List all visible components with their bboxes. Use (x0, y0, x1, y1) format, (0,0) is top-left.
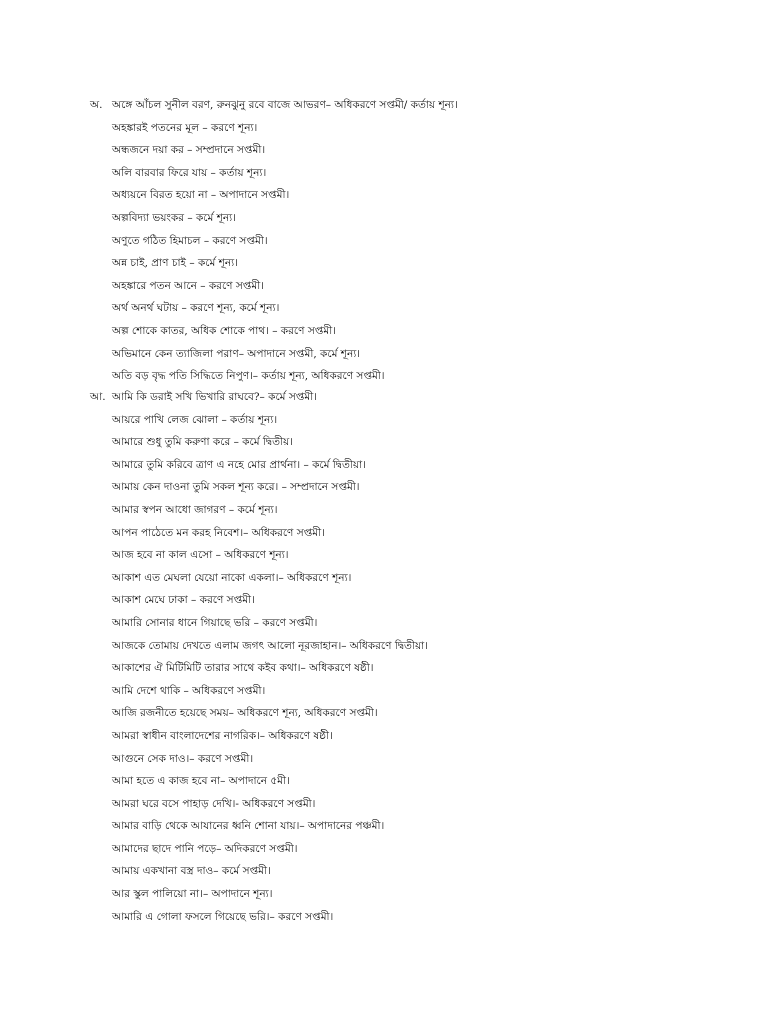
list-item-text: আজি রজনীতে হয়েছে সময়– অধিকরণে শূন্য, অধিকরণে সপ্তমী। (112, 707, 378, 720)
list-item (0, 476, 768, 499)
list-item-text: আমারে তুমি করিবে ত্রাণ এ নহে মোর প্রার্থনা। – কর্মে দ্বিতীয়া। (112, 458, 366, 471)
section-marker: অ. (90, 99, 103, 111)
list-item-text: অহঙ্কারই পতনের মূল – করণে শূন্য। (112, 121, 258, 134)
list-item-text: অলি বারবার ফিরে যায় – কর্তায় শূন্য। (112, 166, 267, 179)
list-item-text: আমি কি ডরাই সখি ভিখারি রাঘবে?– কর্মে সপ্তমী। (112, 391, 317, 403)
list-item (0, 343, 768, 366)
list-item-text: অন্ন চাই, প্রাণ চাই – কর্মে শূন্য। (112, 257, 238, 270)
list-item (0, 207, 768, 230)
list-item (0, 906, 768, 929)
list-item (0, 386, 768, 409)
list-item-text: অল্পবিদ্যা ভয়ংকর – কর্মে শূন্য। (112, 211, 236, 224)
list-item (0, 725, 768, 748)
list-item-text: অভিমানে কেন ত্যাজিলা পরাণ– অপাদানে সপ্তমী, কর্মে শূন্য। (112, 347, 361, 360)
list-item (0, 612, 768, 635)
list-item (0, 297, 768, 320)
list-item-text: অহঙ্কারে পতন আনে – করণে সপ্তমী। (112, 279, 265, 292)
list-item (0, 139, 768, 162)
list-item (0, 815, 768, 838)
list-item (0, 680, 768, 703)
list-item (0, 117, 768, 140)
list-item-text: অঙ্গে আঁচল সুনীল বরণ, রুনঝুনু রবে বাজে আভরণ– অধিকরণে সপ্তমী/ কর্তায় শূন্য। (112, 99, 458, 111)
list-item-text: আজ হবে না কাল এসো – অধিকরণে শূন্য। (112, 549, 289, 562)
list-item-text: অণুতে গঠিত হিমাচল – করণে সপ্তমী। (112, 234, 268, 247)
list-item-text: অর্থ অনর্থ ঘটায় – করণে শূন্য, কর্মে শূন্য। (112, 302, 280, 315)
list-item-text: আমা হতে এ কাজ হবে না– অপাদানে ৫মী। (112, 775, 290, 788)
list-item (0, 522, 768, 545)
list-item (0, 702, 768, 725)
list-item-text: আজকে তোমায় দেখতে এলাম জগৎ আলো নূরজাহান।– অধিকরণে দ্বিতীয়া। (112, 639, 428, 652)
list-item (0, 252, 768, 275)
list-item-text: আকাশ মেঘে ঢাকা – করণে সপ্তমী। (112, 594, 255, 607)
list-item-text: আমাদের ছাদে পানি পড়ে– অদিকরণে সপ্তমী। (112, 842, 298, 855)
list-item-text: আমারি সোনার ধানে গিয়াছে ভরি – করণে সপ্তমী। (112, 616, 318, 629)
list-item-text: অধ্যয়নে বিরত হয়ো না – অপাদানে সপ্তমী। (112, 189, 290, 202)
section-marker: আ. (90, 391, 106, 403)
list-item-text: আমরা স্বাধীন বাংলাদেশের নাগরিক।– অধিকরণে ষষ্ঠী। (112, 729, 333, 742)
list-item-text: আমায় কেন দাওনা তুমি সকল শূন্য করে। – সম্প্রদানে সপ্তমী। (112, 481, 360, 494)
list-item (0, 499, 768, 522)
list-item (0, 320, 768, 343)
list-item (0, 589, 768, 612)
list-item-text: আমারে শুধু তুমি করুণা করে – কর্মে দ্বিতীয়। (112, 436, 293, 449)
list-item-text: আমি দেশে থাকি – অধিকরণে সপ্তমী। (112, 684, 266, 697)
list-item (0, 365, 768, 388)
list-item (0, 860, 768, 883)
list-item (0, 275, 768, 298)
list-item (0, 748, 768, 771)
section-aa (0, 386, 768, 928)
list-item-text: আমারি এ গোলা ফসলে গিয়েছে ভরি।– করণে সপ্তমী। (112, 910, 334, 923)
list-item-text: আপন পাঠেতে মন করহ নিবেশ।– অধিকরণে সপ্তমী। (112, 526, 325, 539)
list-item-text: আমায় একখানা বস্ত্র দাও– কর্মে সপ্তমী। (112, 865, 271, 878)
list-item-text: আয়রে পাখি লেজ ঝোলা – কর্তায় শূন্য। (112, 413, 278, 426)
list-item (0, 883, 768, 906)
list-item (0, 838, 768, 861)
list-item-text: আমার বাড়ি থেকে আযানের ধ্বনি শোনা যায়।– অপাদানের পঞ্চমী। (112, 820, 385, 833)
list-item (0, 94, 768, 117)
list-item (0, 544, 768, 567)
list-item (0, 454, 768, 477)
section-a (0, 94, 768, 388)
list-item (0, 793, 768, 816)
list-item-text: আগুনে সেক দাও।– করণে সপ্তমী। (112, 752, 254, 765)
list-item (0, 184, 768, 207)
list-item-text: আকাশের ঐ মিটিমিটি তারার সাথে কইব কথা।– অধিকরণে ষষ্ঠী। (112, 662, 374, 675)
list-item (0, 635, 768, 658)
list-item (0, 657, 768, 680)
list-item (0, 431, 768, 454)
list-item-text: আমরা ঘরে বসে পাহাড় দেখি।- অধিকরণে সপ্তমী। (112, 797, 316, 810)
list-item-text: অতি বড় বৃদ্ধ পতি সিদ্ধিতে নিপুণ।– কর্তায় শূন্য, অধিকরণে সপ্তমী। (112, 370, 385, 383)
list-item-text: অন্ধজনে দয়া কর – সম্প্রদানে সপ্তমী। (112, 144, 266, 157)
list-item-text: আমার স্বপন আধো জাগরণ – কর্মে শূন্য। (112, 503, 278, 516)
list-item (0, 230, 768, 253)
list-item (0, 770, 768, 793)
list-item-text: আকাশ এত মেঘলা যেয়ো নাকো একলা।– অধিকরণে শূন্য। (112, 571, 352, 584)
list-item (0, 162, 768, 185)
list-item-text: অল্প শোকে কাতর, অধিক শোকে পাথ। – করণে সপ্তমী। (112, 324, 336, 337)
list-item (0, 409, 768, 432)
list-item (0, 567, 768, 590)
list-item-text: আর স্কুল পালিয়ো না।– অপাদানে শূন্য। (112, 888, 273, 901)
